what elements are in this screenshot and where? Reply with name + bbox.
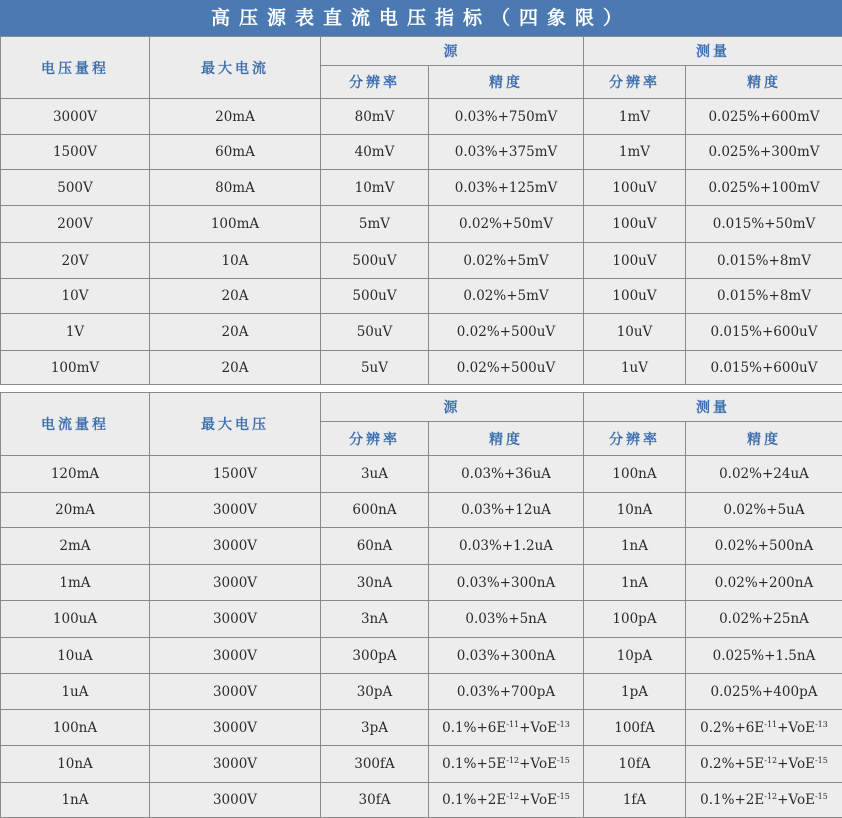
max-cell: 80mA <box>150 170 321 206</box>
measure-accuracy-cell: 0.02%+500nA <box>686 528 842 565</box>
max-cell: 1500V <box>150 456 321 493</box>
range-cell: 1mA <box>1 565 150 601</box>
max-cell: 100mA <box>150 206 321 243</box>
table-row <box>1 601 842 638</box>
table-row <box>1 528 842 565</box>
exponent-text: -12 <box>764 792 777 801</box>
max-cell: 20A <box>150 279 321 314</box>
max-cell: 3000V <box>150 601 321 638</box>
measure-accuracy-cell: 0.015%+600uV <box>686 351 842 385</box>
measure-accuracy-cell: 0.025%+600mV <box>686 99 842 135</box>
measure-accuracy-cell: 0.015%+600uV <box>686 314 842 351</box>
source-accuracy-cell <box>429 783 584 818</box>
range-cell: 10uA <box>1 638 150 674</box>
source-accuracy-cell: 0.03%+1.2uA <box>429 528 584 565</box>
header-source: 源 <box>321 393 584 422</box>
source-accuracy-cell: 0.03%+750mV <box>429 99 584 135</box>
measure-resolution-cell: 10nA <box>584 493 686 528</box>
exponent-text: -15 <box>557 792 570 801</box>
header-source: 源 <box>321 37 584 66</box>
header-max-voltage: 最大电压 <box>150 393 321 456</box>
accuracy-text: 0.1%+2E <box>700 792 764 808</box>
source-resolution-cell: 300fA <box>321 746 429 783</box>
measure-accuracy-cell: 0.02%+24uA <box>686 456 842 493</box>
source-resolution-cell: 30nA <box>321 565 429 601</box>
table-row <box>1 638 842 674</box>
source-resolution-cell: 30fA <box>321 783 429 818</box>
accuracy-text: +VoE <box>777 756 815 772</box>
header-source-resolution: 分辨率 <box>321 422 429 456</box>
measure-resolution-cell: 100uV <box>584 206 686 243</box>
measure-accuracy-cell: 0.025%+300mV <box>686 135 842 170</box>
measure-accuracy-cell: 0.015%+8mV <box>686 243 842 279</box>
measure-resolution-cell: 100pA <box>584 601 686 638</box>
accuracy-text: 0.2%+5E <box>700 756 764 772</box>
measure-resolution-cell: 1fA <box>584 783 686 818</box>
header-measure: 测量 <box>584 37 842 66</box>
exponent-text: -12 <box>764 756 777 765</box>
source-accuracy-cell: 0.03%+375mV <box>429 135 584 170</box>
measure-accuracy-cell: 0.02%+25nA <box>686 601 842 638</box>
max-cell: 20mA <box>150 99 321 135</box>
range-cell: 500V <box>1 170 150 206</box>
header-source-resolution: 分辨率 <box>321 66 429 99</box>
accuracy-text: +VoE <box>777 720 815 736</box>
max-cell: 3000V <box>150 528 321 565</box>
max-cell: 10A <box>150 243 321 279</box>
source-accuracy-cell: 0.03%+5nA <box>429 601 584 638</box>
source-resolution-cell: 3uA <box>321 456 429 493</box>
header-measure-accuracy: 精度 <box>686 66 842 99</box>
header-max-current: 最大电流 <box>150 37 321 99</box>
exponent-text: -13 <box>815 720 828 729</box>
exponent-text: -15 <box>557 756 570 765</box>
source-resolution-cell: 80mV <box>321 99 429 135</box>
source-resolution-cell: 5mV <box>321 206 429 243</box>
measure-accuracy-cell: 0.02%+200nA <box>686 565 842 601</box>
exponent-text: -13 <box>557 720 570 729</box>
range-cell: 20V <box>1 243 150 279</box>
header-source-accuracy: 精度 <box>429 422 584 456</box>
table-row <box>1 493 842 528</box>
source-accuracy-cell: 0.03%+300nA <box>429 638 584 674</box>
accuracy-text: +VoE <box>777 792 815 808</box>
source-resolution-cell: 5uV <box>321 351 429 385</box>
range-cell: 10nA <box>1 746 150 783</box>
measure-accuracy-cell: 0.02%+5uA <box>686 493 842 528</box>
page-title: 高压源表直流电压指标（四象限） <box>0 0 842 36</box>
source-accuracy-cell: 0.02%+5mV <box>429 279 584 314</box>
table-row <box>1 206 842 243</box>
measure-resolution-cell: 10pA <box>584 638 686 674</box>
header-source-accuracy: 精度 <box>429 66 584 99</box>
source-accuracy-cell: 0.03%+125mV <box>429 170 584 206</box>
source-accuracy-cell <box>429 746 584 783</box>
range-cell: 1V <box>1 314 150 351</box>
max-cell: 3000V <box>150 674 321 710</box>
table-row <box>1 565 842 601</box>
measure-accuracy-cell <box>686 710 842 746</box>
table-row <box>1 783 842 818</box>
table-row <box>1 351 842 385</box>
exponent-text: -11 <box>506 720 519 729</box>
range-cell: 20mA <box>1 493 150 528</box>
table-row <box>1 243 842 279</box>
measure-resolution-cell: 10uV <box>584 314 686 351</box>
source-resolution-cell: 3nA <box>321 601 429 638</box>
measure-resolution-cell: 1uV <box>584 351 686 385</box>
measure-resolution-cell: 10fA <box>584 746 686 783</box>
source-accuracy-cell: 0.03%+300nA <box>429 565 584 601</box>
range-cell: 100uA <box>1 601 150 638</box>
accuracy-text: 0.2%+6E <box>700 720 764 736</box>
measure-resolution-cell: 100uV <box>584 170 686 206</box>
accuracy-text: +VoE <box>519 792 557 808</box>
source-accuracy-cell: 0.02%+500uV <box>429 314 584 351</box>
source-accuracy-cell: 0.03%+36uA <box>429 456 584 493</box>
accuracy-text: +VoE <box>519 756 557 772</box>
exponent-text: -12 <box>506 756 519 765</box>
exponent-text: -12 <box>506 792 519 801</box>
source-resolution-cell: 600nA <box>321 493 429 528</box>
max-cell: 3000V <box>150 746 321 783</box>
exponent-text: -15 <box>815 756 828 765</box>
measure-accuracy-cell <box>686 783 842 818</box>
measure-accuracy-cell: 0.015%+50mV <box>686 206 842 243</box>
source-accuracy-cell: 0.02%+5mV <box>429 243 584 279</box>
measure-resolution-cell: 1mV <box>584 135 686 170</box>
measure-accuracy-cell <box>686 746 842 783</box>
table-row <box>1 314 842 351</box>
header-measure-resolution: 分辨率 <box>584 66 686 99</box>
range-cell: 1500V <box>1 135 150 170</box>
measure-accuracy-cell: 0.015%+8mV <box>686 279 842 314</box>
table-row <box>1 674 842 710</box>
max-cell: 3000V <box>150 710 321 746</box>
accuracy-text: 0.1%+6E <box>442 720 506 736</box>
measure-resolution-cell: 1nA <box>584 528 686 565</box>
exponent-text: -15 <box>815 792 828 801</box>
source-accuracy-cell <box>429 710 584 746</box>
range-cell: 2mA <box>1 528 150 565</box>
measure-resolution-cell: 100nA <box>584 456 686 493</box>
source-accuracy-cell: 0.02%+50mV <box>429 206 584 243</box>
measure-resolution-cell: 100fA <box>584 710 686 746</box>
range-cell: 3000V <box>1 99 150 135</box>
accuracy-text: 0.1%+5E <box>442 756 506 772</box>
source-accuracy-cell: 0.02%+500uV <box>429 351 584 385</box>
source-resolution-cell: 60nA <box>321 528 429 565</box>
range-cell: 100mV <box>1 351 150 385</box>
accuracy-text: +VoE <box>519 720 557 736</box>
measure-accuracy-cell: 0.025%+400pA <box>686 674 842 710</box>
max-cell: 3000V <box>150 638 321 674</box>
max-cell: 20A <box>150 351 321 385</box>
source-resolution-cell: 300pA <box>321 638 429 674</box>
source-accuracy-cell: 0.03%+12uA <box>429 493 584 528</box>
max-cell: 3000V <box>150 565 321 601</box>
source-resolution-cell: 500uV <box>321 279 429 314</box>
table-row <box>1 456 842 493</box>
source-resolution-cell: 40mV <box>321 135 429 170</box>
measure-accuracy-cell: 0.025%+100mV <box>686 170 842 206</box>
max-cell: 3000V <box>150 783 321 818</box>
source-resolution-cell: 10mV <box>321 170 429 206</box>
header-current-range: 电流量程 <box>1 393 150 456</box>
range-cell: 200V <box>1 206 150 243</box>
range-cell: 1nA <box>1 783 150 818</box>
header-measure-resolution: 分辨率 <box>584 422 686 456</box>
source-resolution-cell: 500uV <box>321 243 429 279</box>
exponent-text: -11 <box>764 720 777 729</box>
table-row <box>1 279 842 314</box>
range-cell: 120mA <box>1 456 150 493</box>
measure-accuracy-cell: 0.025%+1.5nA <box>686 638 842 674</box>
voltage-spec-table <box>0 36 842 385</box>
source-resolution-cell: 50uV <box>321 314 429 351</box>
source-resolution-cell: 30pA <box>321 674 429 710</box>
measure-resolution-cell: 1mV <box>584 99 686 135</box>
table-row <box>1 746 842 783</box>
range-cell: 1uA <box>1 674 150 710</box>
range-cell: 10V <box>1 279 150 314</box>
range-cell: 100nA <box>1 710 150 746</box>
measure-resolution-cell: 1pA <box>584 674 686 710</box>
table-row <box>1 99 842 135</box>
source-resolution-cell: 3pA <box>321 710 429 746</box>
accuracy-text: 0.1%+2E <box>442 792 506 808</box>
max-cell: 20A <box>150 314 321 351</box>
current-table-body <box>1 456 842 818</box>
header-measure-accuracy: 精度 <box>686 422 842 456</box>
table-row <box>1 710 842 746</box>
table-row <box>1 135 842 170</box>
measure-resolution-cell: 100uV <box>584 243 686 279</box>
measure-resolution-cell: 100uV <box>584 279 686 314</box>
max-cell: 60mA <box>150 135 321 170</box>
voltage-table-body <box>1 99 842 385</box>
max-cell: 3000V <box>150 493 321 528</box>
source-accuracy-cell: 0.03%+700pA <box>429 674 584 710</box>
table-row <box>1 170 842 206</box>
header-voltage-range: 电压量程 <box>1 37 150 99</box>
measure-resolution-cell: 1nA <box>584 565 686 601</box>
header-measure: 测量 <box>584 393 842 422</box>
current-spec-table <box>0 392 842 818</box>
